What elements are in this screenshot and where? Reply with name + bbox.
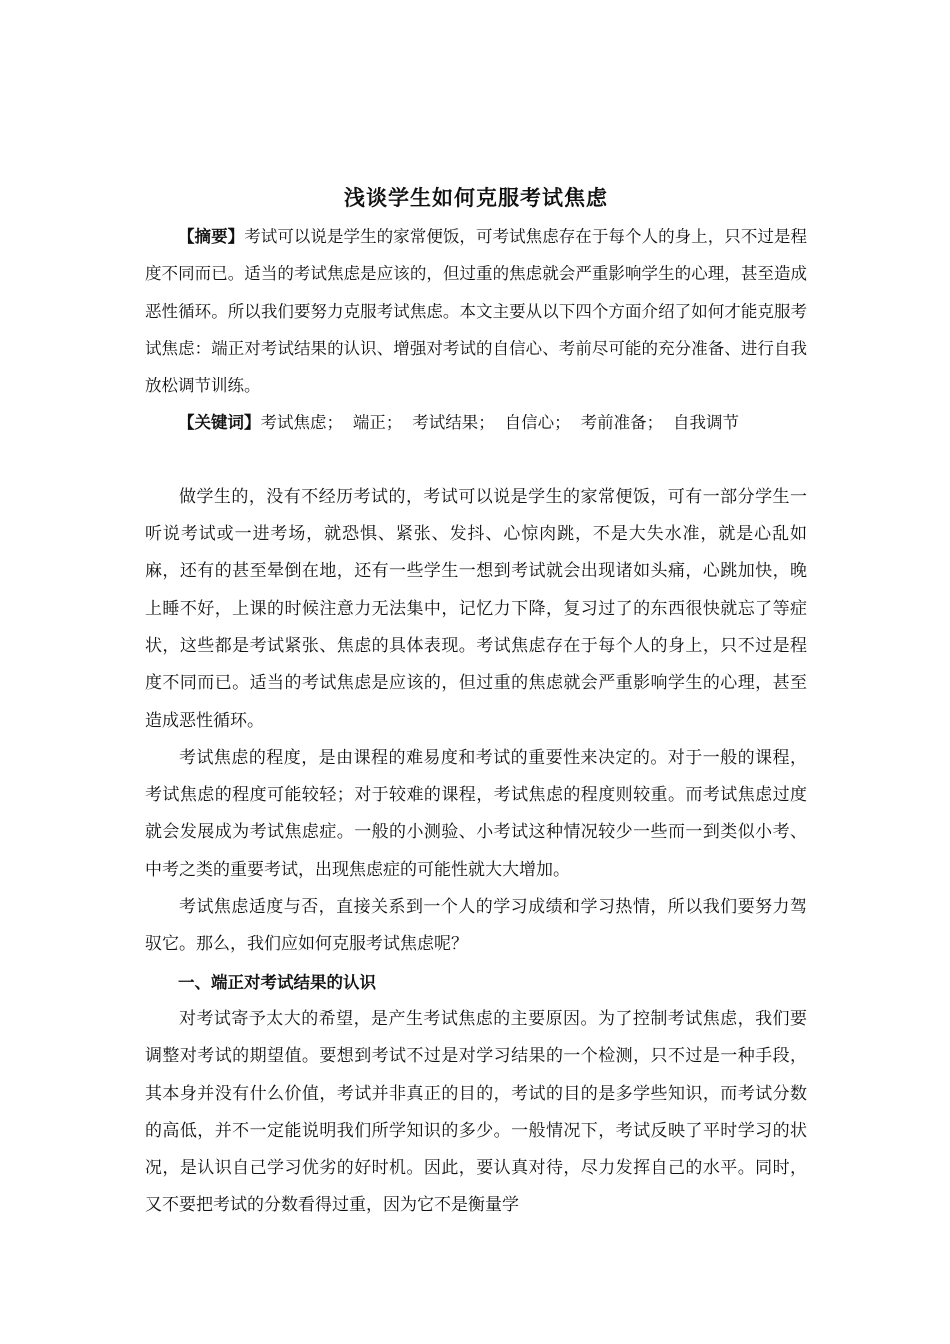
- document-page: [145, 178, 807, 1225]
- keywords-label: 【关键词】: [178, 413, 261, 433]
- section-heading: 一、端正对考试结果的认识: [178, 972, 376, 992]
- abstract-paragraph: [145, 218, 807, 404]
- abstract-section: [145, 218, 807, 404]
- keyword-item: 端正；: [352, 413, 403, 433]
- keyword-item: 考前准备；: [580, 413, 664, 433]
- keyword-item: 自我调节: [672, 413, 739, 433]
- abstract-label: 【摘要】: [178, 227, 245, 246]
- keywords-line: [145, 404, 807, 441]
- body-section: [145, 479, 807, 1225]
- body-paragraph: 对考试寄予太大的希望，是产生考试焦虑的主要原因。为了控制考试焦虑，我们要调整对考试的期望值。要想到考试不过是对学习结果的一个检测，只不过是一种手段，其本身并没有什么价值，考试并非真正的目的，考试的目的是多学些知识，而考试分数的高低，并不一定能说明我们所学知识的多少。一般情况下，考试反映了平时学习的状况，是认识自己学习优劣的好时机。因此，要认真对待，尽力发挥自己的水平。同时，又不要把考试的分数看得过重，因为它不是衡量学: [145, 1008, 807, 1216]
- body-paragraph: 考试焦虑的程度，是由课程的难易度和考试的重要性来决定的。对于一般的课程，考试焦虑的程度可能较轻；对于较难的课程，考试焦虑的程度则较重。而考试焦虑过度就会发展成为考试焦虑症。一般的小测验、小考试这种情况较少一些而一到类似小考、中考之类的重要考试，出现焦虑症的可能性就大大增加。: [145, 747, 807, 880]
- body-paragraph: 考试焦虑适度与否，直接关系到一个人的学习成绩和学习热情，所以我们要努力驾驭它。那么，我们应如何克服考试焦虑呢？: [145, 897, 807, 955]
- abstract-text: 考试可以说是学生的家常便饭，可考试焦虑存在于每个人的身上，只不过是程度不同而已。适当的考试焦虑是应该的，但过重的焦虑就会严重影响学生的心理，甚至造成恶性循环。所以我们要努力克服考试焦虑。本文主要从以下四个方面介绍了如何才能克服考试焦虑：端正对考试结果的认识、增强对考试的自信心、考前尽可能的充分准备、进行自我放松调节训练。: [145, 227, 808, 396]
- body-paragraph: 做学生的，没有不经历考试的，考试可以说是学生的家常便饭，可有一部分学生一听说考试或一进考场，就恐惧、紧张、发抖、心惊肉跳，不是大失水准，就是心乱如麻，还有的甚至晕倒在地，还有一些学生一想到考试就会出现诸如头痛，心跳加快，晚上睡不好，上课的时候注意力无法集中，记忆力下降，复习过了的东西很快就忘了等症状，这些都是考试紧张、焦虑的具体表现。考试焦虑存在于每个人的身上，只不过是程度不同而已。适当的考试焦虑是应该的，但过重的焦虑就会严重影响学生的心理，甚至造成恶性循环。: [145, 486, 807, 731]
- blank-line: [145, 442, 807, 479]
- document-title: 浅谈学生如何克服考试焦虑: [344, 186, 608, 210]
- keyword-item: 自信心；: [504, 413, 571, 433]
- keyword-item: 考试结果；: [412, 413, 495, 433]
- keyword-item: 考试焦虑；: [260, 413, 343, 433]
